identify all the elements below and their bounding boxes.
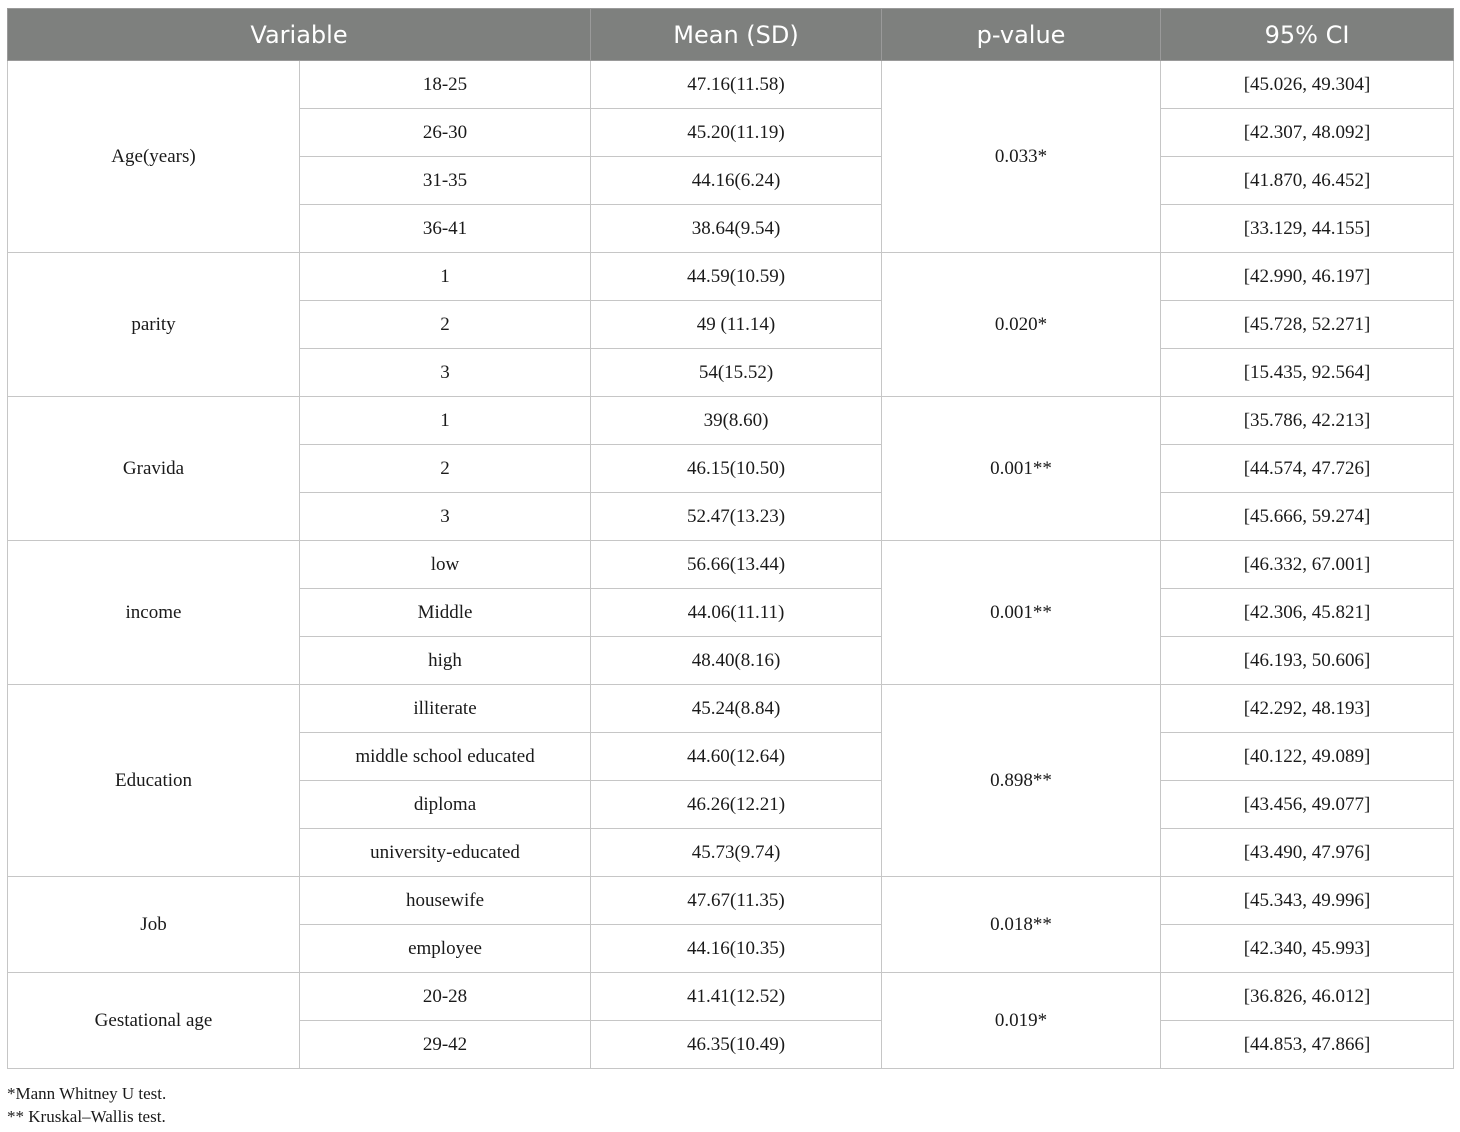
header-variable: Variable <box>8 9 591 61</box>
variable-cell: Gravida <box>8 397 300 541</box>
table-body <box>8 61 1454 1069</box>
ci-cell: [45.728, 52.271] <box>1161 301 1454 349</box>
variable-cell: income <box>8 541 300 685</box>
p-value-cell: 0.898** <box>882 685 1161 877</box>
ci-cell: [45.666, 59.274] <box>1161 493 1454 541</box>
ci-cell: [42.340, 45.993] <box>1161 925 1454 973</box>
level-cell: 2 <box>300 301 591 349</box>
level-cell: 29-42 <box>300 1021 591 1069</box>
ci-cell: [15.435, 92.564] <box>1161 349 1454 397</box>
level-cell: 20-28 <box>300 973 591 1021</box>
ci-cell: [42.307, 48.092] <box>1161 109 1454 157</box>
level-cell: 3 <box>300 349 591 397</box>
level-cell: 18-25 <box>300 61 591 109</box>
mean-sd-cell: 39(8.60) <box>591 397 882 445</box>
table-row <box>8 541 1454 589</box>
ci-cell: [41.870, 46.452] <box>1161 157 1454 205</box>
variable-cell: Gestational age <box>8 973 300 1069</box>
level-cell: 2 <box>300 445 591 493</box>
mean-sd-cell: 44.59(10.59) <box>591 253 882 301</box>
level-cell: university-educated <box>300 829 591 877</box>
level-cell: housewife <box>300 877 591 925</box>
table-row <box>8 685 1454 733</box>
level-cell: high <box>300 637 591 685</box>
mean-sd-cell: 46.15(10.50) <box>591 445 882 493</box>
ci-cell: [33.129, 44.155] <box>1161 205 1454 253</box>
mean-sd-cell: 44.16(6.24) <box>591 157 882 205</box>
p-value-cell: 0.020* <box>882 253 1161 397</box>
mean-sd-cell: 46.26(12.21) <box>591 781 882 829</box>
ci-cell: [42.292, 48.193] <box>1161 685 1454 733</box>
header-mean-sd: Mean (SD) <box>591 9 882 61</box>
mean-sd-cell: 47.16(11.58) <box>591 61 882 109</box>
level-cell: 3 <box>300 493 591 541</box>
mean-sd-cell: 41.41(12.52) <box>591 973 882 1021</box>
mean-sd-cell: 56.66(13.44) <box>591 541 882 589</box>
ci-cell: [45.026, 49.304] <box>1161 61 1454 109</box>
ci-cell: [42.306, 45.821] <box>1161 589 1454 637</box>
mean-sd-cell: 49 (11.14) <box>591 301 882 349</box>
ci-cell: [44.574, 47.726] <box>1161 445 1454 493</box>
level-cell: 26-30 <box>300 109 591 157</box>
variable-cell: Age(years) <box>8 61 300 253</box>
table-row <box>8 973 1454 1021</box>
mean-sd-cell: 44.06(11.11) <box>591 589 882 637</box>
mean-sd-cell: 38.64(9.54) <box>591 205 882 253</box>
mean-sd-cell: 45.20(11.19) <box>591 109 882 157</box>
footnotes <box>7 1082 166 1128</box>
footnote-mann-whitney: *Mann Whitney U test. <box>7 1084 167 1103</box>
level-cell: diploma <box>300 781 591 829</box>
p-value-cell: 0.033* <box>882 61 1161 253</box>
variable-cell: Job <box>8 877 300 973</box>
ci-cell: [40.122, 49.089] <box>1161 733 1454 781</box>
footnote-kruskal-wallis: ** Kruskal–Wallis test. <box>7 1107 166 1126</box>
level-cell: 31-35 <box>300 157 591 205</box>
table-row <box>8 253 1454 301</box>
mean-sd-cell: 52.47(13.23) <box>591 493 882 541</box>
mean-sd-cell: 45.73(9.74) <box>591 829 882 877</box>
mean-sd-cell: 44.16(10.35) <box>591 925 882 973</box>
level-cell: employee <box>300 925 591 973</box>
ci-cell: [36.826, 46.012] <box>1161 973 1454 1021</box>
mean-sd-cell: 54(15.52) <box>591 349 882 397</box>
mean-sd-cell: 45.24(8.84) <box>591 685 882 733</box>
mean-sd-cell: 46.35(10.49) <box>591 1021 882 1069</box>
variable-cell: Education <box>8 685 300 877</box>
level-cell: 1 <box>300 253 591 301</box>
ci-cell: [44.853, 47.866] <box>1161 1021 1454 1069</box>
level-cell: 36-41 <box>300 205 591 253</box>
ci-cell: [42.990, 46.197] <box>1161 253 1454 301</box>
level-cell: illiterate <box>300 685 591 733</box>
level-cell: middle school educated <box>300 733 591 781</box>
ci-cell: [46.332, 67.001] <box>1161 541 1454 589</box>
ci-cell: [43.490, 47.976] <box>1161 829 1454 877</box>
mean-sd-cell: 47.67(11.35) <box>591 877 882 925</box>
table-row <box>8 397 1454 445</box>
ci-cell: [46.193, 50.606] <box>1161 637 1454 685</box>
level-cell: low <box>300 541 591 589</box>
variable-cell: parity <box>8 253 300 397</box>
table-header <box>8 9 1454 61</box>
table-row <box>8 877 1454 925</box>
p-value-cell: 0.018** <box>882 877 1161 973</box>
level-cell: Middle <box>300 589 591 637</box>
results-table <box>7 8 1454 1069</box>
p-value-cell: 0.001** <box>882 541 1161 685</box>
table-row <box>8 61 1454 109</box>
mean-sd-cell: 48.40(8.16) <box>591 637 882 685</box>
p-value-cell: 0.001** <box>882 397 1161 541</box>
ci-cell: [35.786, 42.213] <box>1161 397 1454 445</box>
p-value-cell: 0.019* <box>882 973 1161 1069</box>
level-cell: 1 <box>300 397 591 445</box>
ci-cell: [45.343, 49.996] <box>1161 877 1454 925</box>
header-ci: 95% CI <box>1161 9 1454 61</box>
mean-sd-cell: 44.60(12.64) <box>591 733 882 781</box>
header-p-value: p-value <box>882 9 1161 61</box>
ci-cell: [43.456, 49.077] <box>1161 781 1454 829</box>
